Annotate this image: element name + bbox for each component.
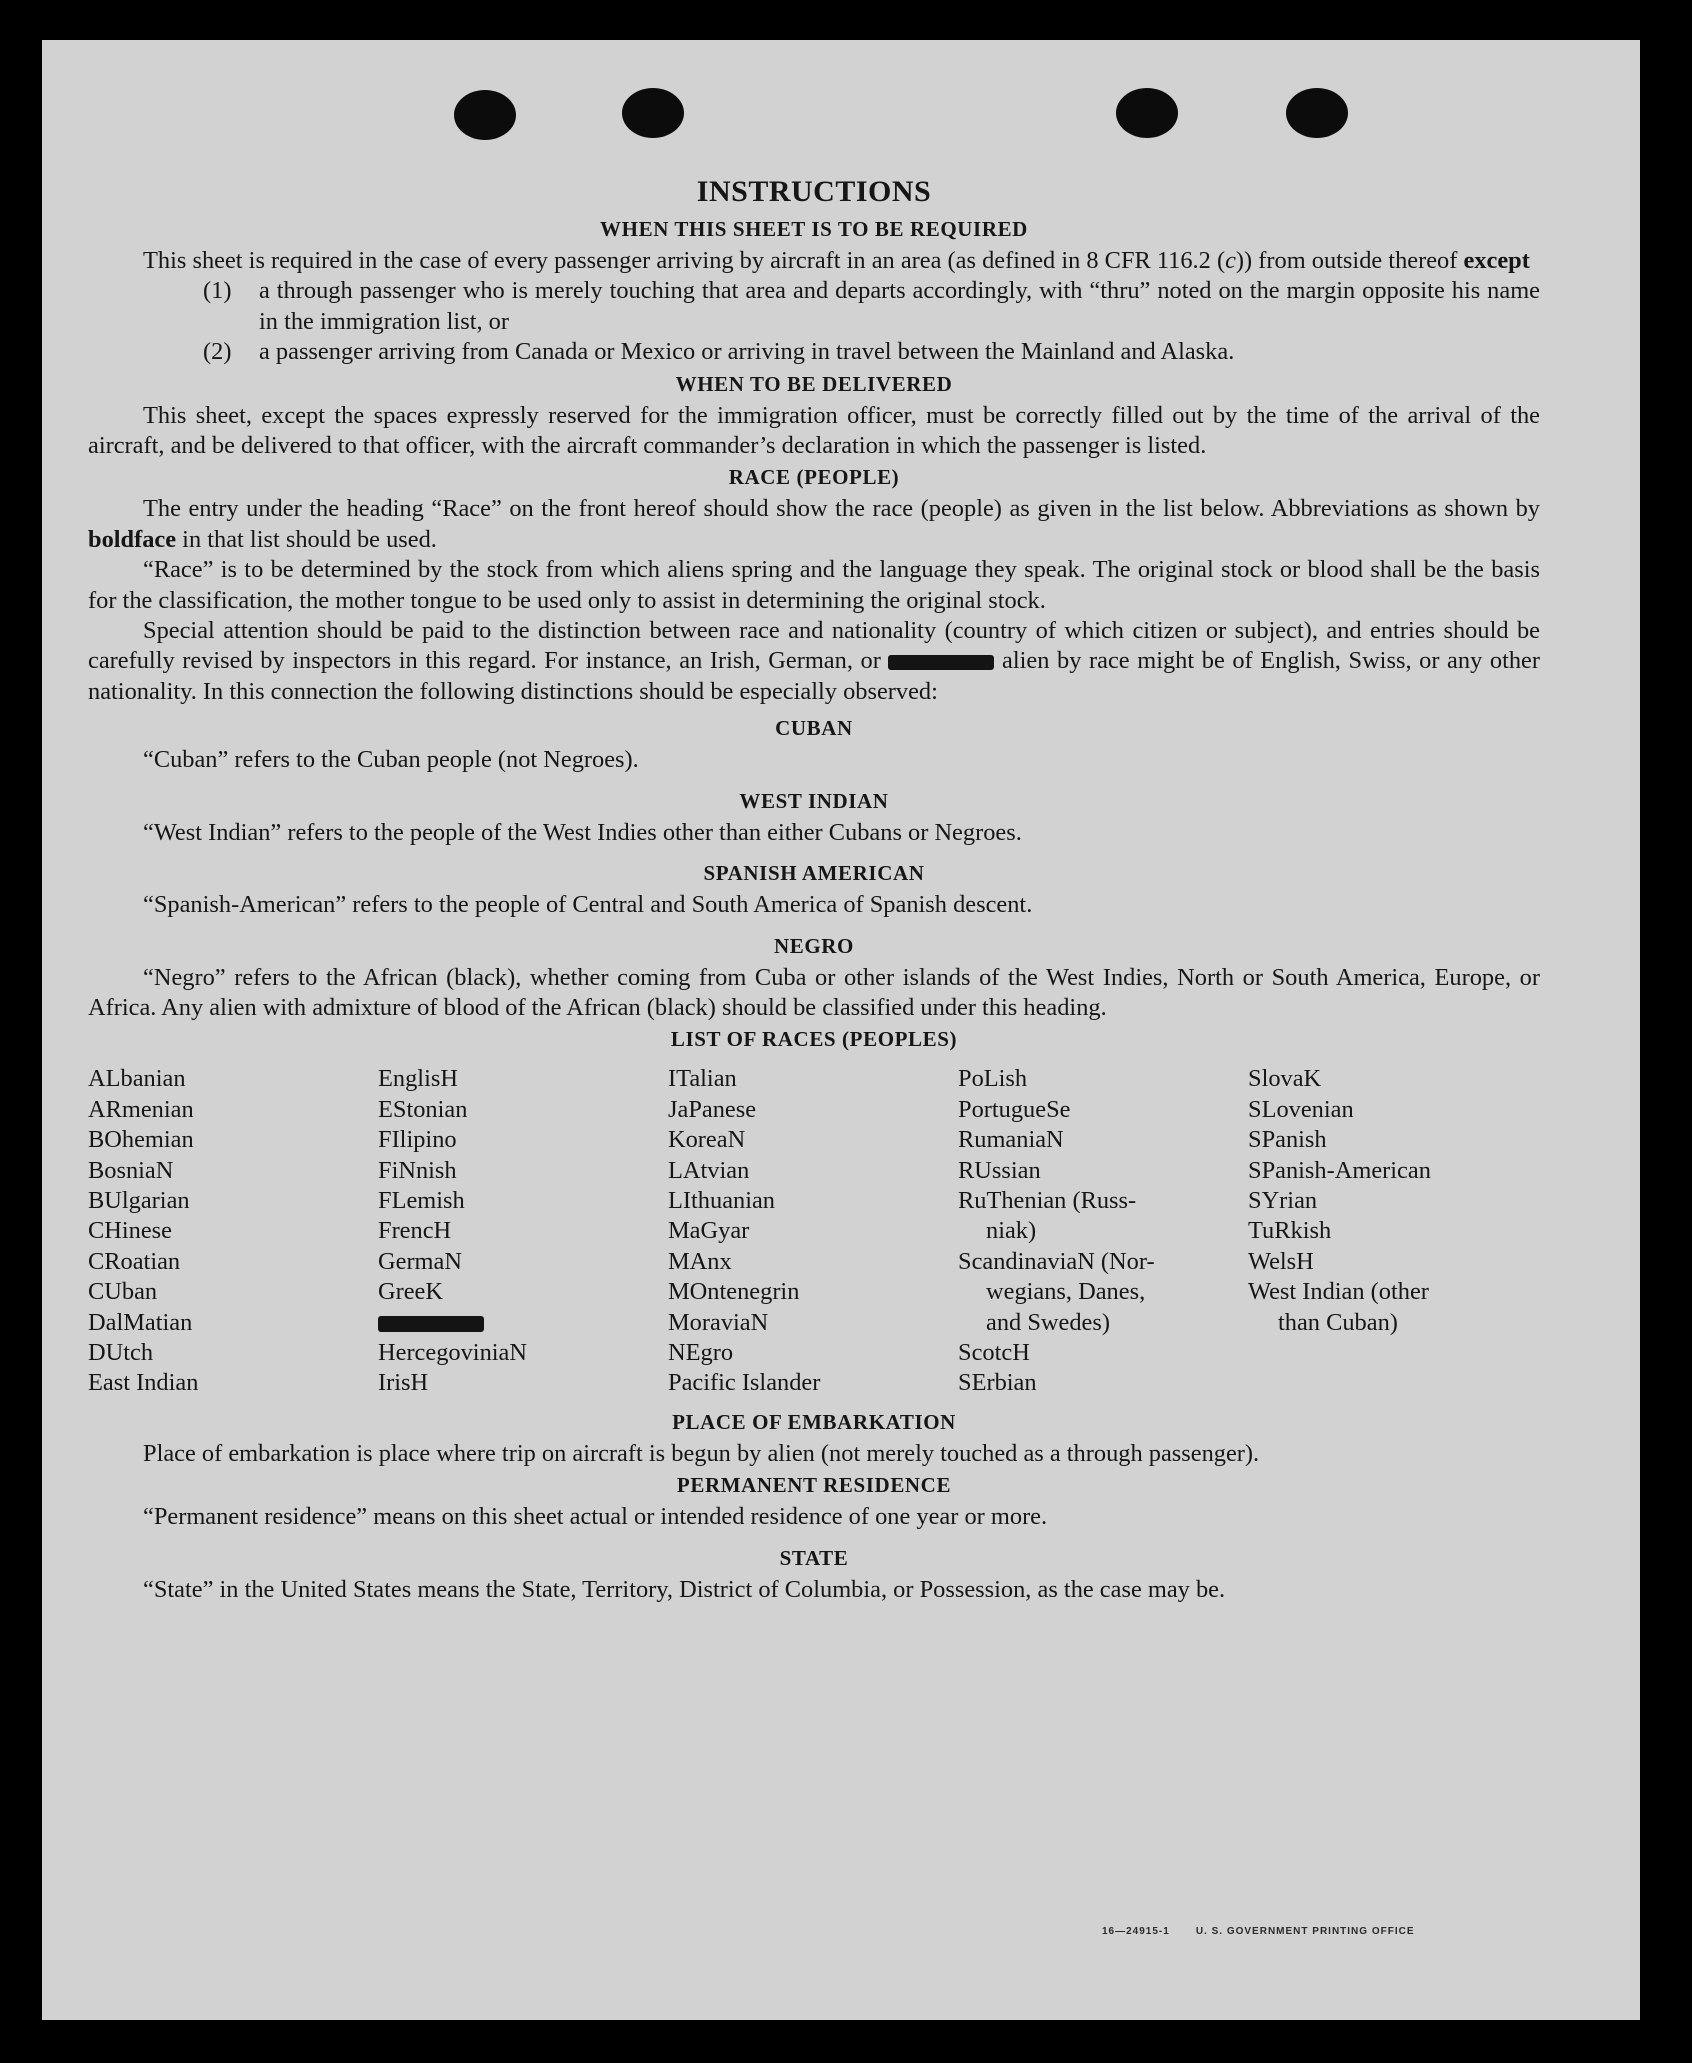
race-column-3 xyxy=(668,1064,958,1398)
paragraph-west-indian: “West Indian” refers to the people of the West Indies other than either Cubans or Negroes. xyxy=(143,818,1022,846)
heading-residence: PERMANENT RESIDENCE xyxy=(676,1473,952,1498)
race-entry: West Indian (other xyxy=(1248,1278,1429,1306)
page-title: INSTRUCTIONS xyxy=(696,175,932,208)
heading-embarkation: PLACE OF EMBARKATION xyxy=(672,1409,956,1434)
redaction-mark xyxy=(378,1316,484,1332)
race-entry: SErbian xyxy=(958,1369,1037,1397)
paragraph-when-delivered: This sheet, except the spaces expressly reserved for the immigration officer, must be correctly filled out by the time of the arrival of the aircraft, and be delivered to that officer, with the aircraft commander’s declaration in which the passenger is listed. xyxy=(88,401,1540,460)
race-entry: GreeK xyxy=(378,1278,444,1306)
race-entry: CRoatian xyxy=(88,1247,181,1275)
race-entry: ScotcH xyxy=(958,1338,1030,1366)
race-entry: KoreaN xyxy=(668,1126,746,1154)
race-entry-continued: wegians, Danes, xyxy=(986,1278,1146,1306)
item-text: a through passenger who is merely touching that area and departs accordingly, with “thru” noted on the margin opposite his name in the immigration list, or xyxy=(259,277,1540,335)
race-entry: LIthuanian xyxy=(668,1186,776,1214)
race-column-5 xyxy=(1248,1064,1508,1398)
text-span: in that list should be used. xyxy=(176,525,437,553)
race-entry: EnglisH xyxy=(378,1065,458,1093)
race-list xyxy=(88,1064,1540,1398)
race-entry: PortugueSe xyxy=(958,1095,1071,1123)
item-text: a passenger arriving from Canada or Mexico or arriving in travel between the Mainland and Alaska. xyxy=(259,338,1235,366)
paragraph-spanish-american: “Spanish-American” refers to the people of Central and South America of Spanish descent. xyxy=(143,891,1033,919)
race-entry: East Indian xyxy=(88,1369,199,1397)
redaction-mark xyxy=(888,655,994,670)
race-entry: FiNnish xyxy=(378,1156,457,1184)
race-entry: EStonian xyxy=(378,1095,468,1123)
paragraph-race-1 xyxy=(88,494,1540,555)
race-entry: FLemish xyxy=(378,1186,465,1214)
heading-race: RACE (PEOPLE) xyxy=(728,465,900,490)
item-number: (2) xyxy=(203,338,232,366)
race-entry: RUssian xyxy=(958,1156,1041,1184)
heading-when-delivered: WHEN TO BE DELIVERED xyxy=(675,371,953,396)
paragraph-cuban: “Cuban” refers to the Cuban people (not Negroes). xyxy=(143,746,639,774)
race-entry: PoLish xyxy=(958,1065,1028,1093)
race-entry: SYrian xyxy=(1248,1186,1318,1214)
race-entry: WelsH xyxy=(1248,1247,1314,1275)
race-entry: BOhemian xyxy=(88,1126,194,1154)
race-entry: TuRkish xyxy=(1248,1217,1332,1245)
paragraph-state: “State” in the United States means the State, Territory, District of Columbia, or Possession, as the case may be. xyxy=(143,1575,1226,1603)
race-entry: IrisH xyxy=(378,1369,429,1397)
heading-cuban: CUBAN xyxy=(775,716,853,741)
heading-list-of-races: LIST OF RACES (PEOPLES) xyxy=(670,1027,958,1052)
punch-hole xyxy=(1286,88,1348,138)
race-entry: ScandinaviaN (Nor- xyxy=(958,1247,1155,1275)
race-entry: SPanish-American xyxy=(1248,1156,1431,1184)
form-code: 16—24915-1 xyxy=(1102,1926,1170,1937)
race-entry: SLovenian xyxy=(1248,1095,1354,1123)
race-entry: SlovaK xyxy=(1248,1065,1322,1093)
heading-spanish-american: SPANISH AMERICAN xyxy=(703,861,925,886)
race-column-1 xyxy=(88,1064,378,1398)
punch-hole xyxy=(622,88,684,138)
bold-text: except xyxy=(1463,247,1530,274)
race-entry: RumaniaN xyxy=(958,1126,1064,1154)
race-entry: RuThenian (Russ- xyxy=(958,1186,1137,1214)
punch-hole xyxy=(454,90,516,140)
race-entry: Pacific Islander xyxy=(668,1369,821,1397)
race-entry: GermaN xyxy=(378,1247,462,1275)
print-footer xyxy=(1102,1926,1441,1937)
text-span: alien by race might be of English, Swiss, or any other nationality. In this connection the following distinctions should be especially observed: xyxy=(88,647,1540,705)
paragraph-race-3 xyxy=(88,616,1540,707)
race-entry-continued: niak) xyxy=(986,1217,1037,1245)
instructions-content xyxy=(88,174,1540,1605)
race-entry: ARmenian xyxy=(88,1095,194,1123)
text-span: This sheet is required in the case of every passenger arriving by aircraft in an area (as defined in 8 CFR 116.2 ( xyxy=(143,247,1226,274)
race-entry: MOntenegrin xyxy=(668,1278,800,1306)
race-entry: NEgro xyxy=(668,1338,734,1366)
race-entry: ALbanian xyxy=(88,1065,186,1093)
race-entry: JaPanese xyxy=(668,1095,757,1123)
race-entry: BUlgarian xyxy=(88,1186,190,1214)
paragraph-when-required xyxy=(88,246,1540,276)
race-entry: FIlipino xyxy=(378,1126,457,1154)
bold-text: boldface xyxy=(88,525,177,553)
race-entry: BosniaN xyxy=(88,1156,174,1184)
race-entry: CHinese xyxy=(88,1217,172,1245)
race-entry: FrencH xyxy=(378,1217,452,1245)
document-page xyxy=(42,40,1640,2020)
race-entry: HercegoviniaN xyxy=(378,1338,527,1366)
race-entry: MoraviaN xyxy=(668,1308,769,1336)
punch-hole xyxy=(1116,88,1178,138)
race-entry: MAnx xyxy=(668,1247,732,1275)
race-entry: ITalian xyxy=(668,1065,737,1093)
race-entry: DalMatian xyxy=(88,1308,193,1336)
text-span: Special attention should be paid to the distinction between race and nationality (country of which citizen or subject), and entries should be carefully revised by inspectors in this regard. For instance, an Irish, German, or xyxy=(88,617,1540,675)
heading-when-required: WHEN THIS SHEET IS TO BE REQUIRED xyxy=(600,217,1028,241)
race-entry-redacted xyxy=(378,1308,668,1338)
race-column-4 xyxy=(958,1064,1248,1398)
heading-west-indian: WEST INDIAN xyxy=(739,788,889,813)
heading-negro: NEGRO xyxy=(773,933,854,958)
race-entry-continued: than Cuban) xyxy=(1278,1308,1398,1336)
race-entry: MaGyar xyxy=(668,1217,750,1245)
race-entry: SPanish xyxy=(1248,1126,1327,1154)
heading-state: STATE xyxy=(779,1545,849,1570)
paragraph-negro: “Negro” refers to the African (black), whether coming from Cuba or other islands of the West Indies, North or South America, Europe, or Africa. Any alien with admixture of blood of the African (black) should be classified under this heading. xyxy=(88,963,1540,1021)
race-entry-continued: and Swedes) xyxy=(986,1308,1110,1336)
race-entry: LAtvian xyxy=(668,1156,750,1184)
printer-imprint: U. S. GOVERNMENT PRINTING OFFICE xyxy=(1195,1926,1415,1937)
race-column-2 xyxy=(378,1064,668,1398)
text-span: The entry under the heading “Race” on the front hereof should show the race (people) as given in the list below. Abbreviations as shown by xyxy=(143,495,1540,523)
race-entry: CUban xyxy=(88,1278,158,1306)
exception-item xyxy=(203,276,1540,337)
text-span: )) from outside thereof xyxy=(1235,247,1464,274)
paragraph-race-2: “Race” is to be determined by the stock from which aliens spring and the language they speak. The original stock or blood shall be the basis for the classification, the mother tongue to be used only to assist in determining the original stock. xyxy=(88,556,1540,614)
paragraph-residence: “Permanent residence” means on this sheet actual or intended residence of one year or more. xyxy=(143,1503,1048,1531)
exception-item xyxy=(203,337,1540,367)
paragraph-embarkation: Place of embarkation is place where trip on aircraft is begun by alien (not merely touched as a through passenger). xyxy=(143,1439,1260,1467)
italic-text: c xyxy=(1225,247,1236,274)
race-entry: DUtch xyxy=(88,1338,154,1366)
item-number: (1) xyxy=(203,277,232,305)
